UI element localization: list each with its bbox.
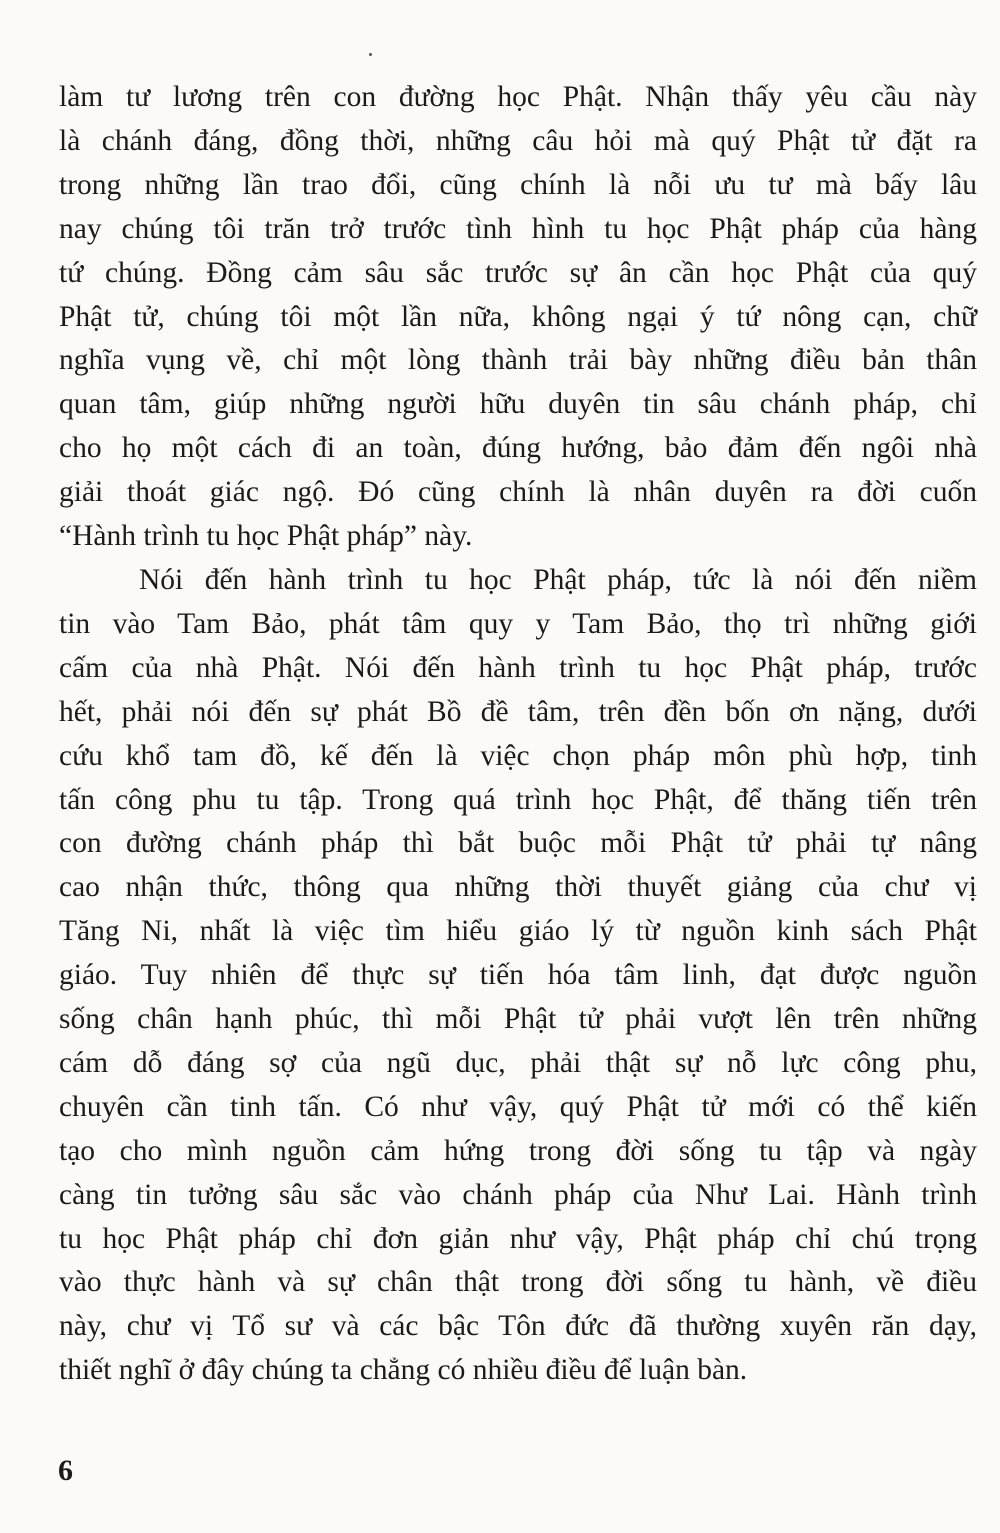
text-line: càng tin tưởng sâu sắc vào chánh pháp của Như Lai. Hành trình	[59, 1178, 977, 1211]
text-line: nghĩa vụng về, chỉ một lòng thành trải bày những điều bản thân	[59, 344, 977, 377]
text-line: quan tâm, giúp những người hữu duyên tin sâu chánh pháp, chỉ	[59, 388, 977, 421]
text-line: làm tư lương trên con đường học Phật. Nhận thấy yêu cầu này	[59, 81, 977, 113]
text-line: cấm của nhà Phật. Nói đến hành trình tu học Phật pháp, trước	[59, 651, 977, 684]
text-line: tấn công phu tu tập. Trong quá trình học Phật, để thăng tiến trên	[59, 783, 977, 816]
text-line: chuyên cần tinh tấn. Có như vậy, quý Phật tử mới có thể kiến	[59, 1090, 977, 1123]
text-line: vào thực hành và sự chân thật trong đời sống tu hành, về điều	[59, 1266, 977, 1299]
text-line: thiết nghĩ ở đây chúng ta chẳng có nhiều điều để luận bàn.	[59, 1354, 748, 1387]
text-line: con đường chánh pháp thì bắt buộc mỗi Phật tử phải tự nâng	[59, 827, 977, 860]
text-line: giáo. Tuy nhiên để thực sự tiến hóa tâm linh, đạt được nguồn	[59, 959, 977, 992]
text-line: giải thoát giác ngộ. Đó cũng chính là nhân duyên ra đời cuốn	[59, 476, 977, 509]
text-line: hết, phải nói đến sự phát Bồ đề tâm, trên đền bốn ơn nặng, dưới	[59, 695, 977, 728]
text-line: Tăng Ni, nhất là việc tìm hiểu giáo lý từ nguồn kinh sách Phật	[59, 915, 977, 948]
text-line: tứ chúng. Đồng cảm sâu sắc trước sự ân cần học Phật của quý	[59, 256, 977, 289]
print-speck	[369, 53, 372, 56]
text-line: tin vào Tam Bảo, phát tâm quy y Tam Bảo, thọ trì những giới	[59, 607, 977, 640]
text-line: cứu khổ tam đồ, kế đến là việc chọn pháp môn phù hợp, tinh	[59, 739, 977, 772]
text-line: sống chân hạnh phúc, thì mỗi Phật tử phải vượt lên trên những	[59, 1003, 977, 1036]
text-line: cao nhận thức, thông qua những thời thuyết giảng của chư vị	[59, 871, 977, 904]
text-line: trong những lần trao đổi, cũng chính là nỗi ưu tư mà bấy lâu	[59, 168, 977, 201]
text-line: tạo cho mình nguồn cảm hứng trong đời sống tu tập và ngày	[59, 1134, 977, 1167]
text-line: Nói đến hành trình tu học Phật pháp, tức là nói đến niềm	[139, 563, 977, 596]
text-line: cám dỗ đáng sợ của ngũ dục, phải thật sự nỗ lực công phu,	[59, 1046, 977, 1079]
text-line: là chánh đáng, đồng thời, những câu hỏi mà quý Phật tử đặt ra	[59, 124, 977, 157]
text-line: nay chúng tôi trăn trở trước tình hình tu học Phật pháp của hàng	[59, 212, 977, 245]
text-line: tu học Phật pháp chỉ đơn giản như vậy, Phật pháp chỉ chú trọng	[59, 1222, 977, 1255]
page-number: 6	[58, 1454, 73, 1487]
text-line: này, chư vị Tổ sư và các bậc Tôn đức đã thường xuyên răn dạy,	[59, 1310, 977, 1343]
text-line: Phật tử, chúng tôi một lần nữa, không ngại ý tứ nông cạn, chữ	[59, 300, 977, 333]
text-line: cho họ một cách đi an toàn, đúng hướng, bảo đảm đến ngôi nhà	[59, 432, 977, 465]
body-text	[59, 76, 977, 1393]
text-line: “Hành trình tu học Phật pháp” này.	[59, 520, 473, 553]
